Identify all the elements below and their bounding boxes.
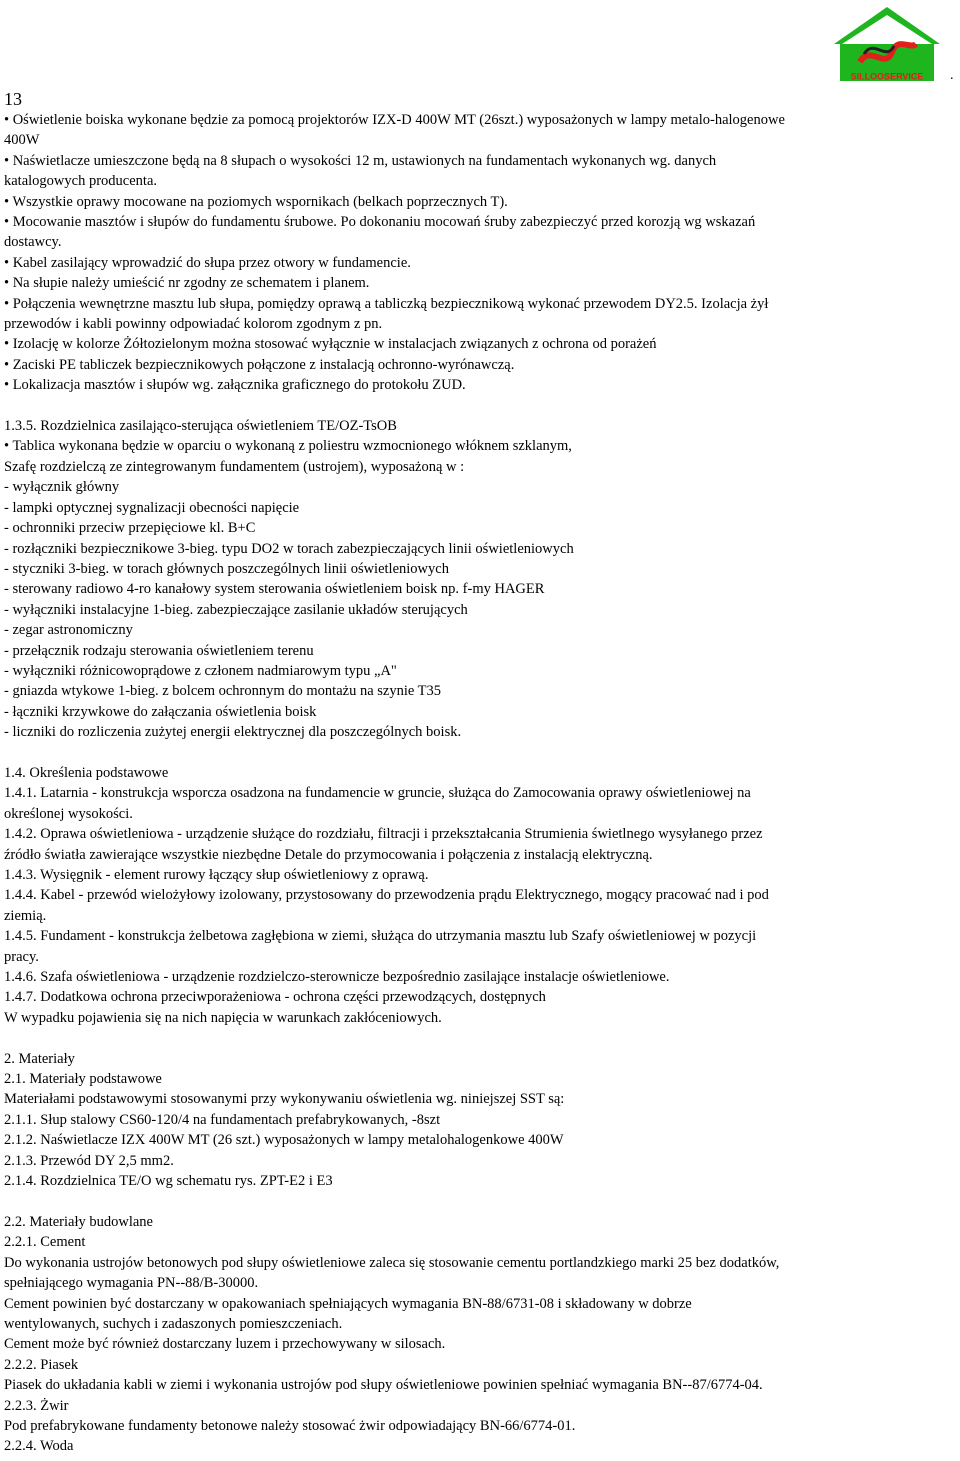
text-line: 1.4.4. Kabel - przewód wielożyłowy izolowany, przystosowany do przewodzenia prądu Elektrycznego, mogący pracować nad i pod [4, 887, 769, 904]
text-line: 2.2.3. Żwir [4, 1397, 69, 1414]
corner-mark: . [950, 68, 954, 83]
text-line: 2.1.2. Naświetlacze IZX 400W MT (26 szt.) wyposażonych w lampy metalohalogenkowe 400W [4, 1132, 564, 1149]
document-body [4, 110, 952, 1457]
text-line: • Na słupie należy umieścić nr zgodny ze schematem i planem. [4, 275, 370, 292]
text-line: 1.4.5. Fundament - konstrukcja żelbetowa zagłębiona w ziemi, służąca do utrzymania masztu lub Szafy oświetleniowej w pozycji [4, 928, 757, 945]
text-line: - wyłączniki instalacyjne 1-bieg. zabezpieczające zasilanie układów sterujących [4, 601, 468, 618]
text-line: wentylowanych, suchych i zadaszonych pomieszczeniach. [4, 1315, 343, 1332]
text-line: • Tablica wykonana będzie w oparciu o wykonaną z poliestru wzmocnionego włóknem szklanym, [4, 438, 572, 455]
page-number: 13 [4, 89, 22, 109]
text-line: 1.4.7. Dodatkowa ochrona przeciwporażeniowa - ochrona części przewodzących, dostępnych [4, 989, 546, 1006]
text-line: - liczniki do rozliczenia zużytej energii elektrycznej dla poszczególnych boisk. [4, 724, 462, 741]
blank-line [4, 743, 952, 763]
text-line: pracy. [4, 948, 39, 965]
text-line: przewodów i kabli powinny odpowiadać kolorom zgodnym z pn. [4, 316, 383, 333]
text-line: 2.2.4. Woda [4, 1438, 74, 1455]
text-line: 1.3.5. Rozdzielnica zasilająco-sterująca oświetleniem TE/OZ-TsOB [4, 418, 397, 435]
logo-text: SILLOOSERVICE [850, 71, 924, 82]
text-line: - łączniki krzywkowe do załączania oświetlenia boisk [4, 703, 317, 720]
text-line: 1.4. Określenia podstawowe [4, 764, 169, 781]
text-line: 2.1.4. Rozdzielnica TE/O wg schematu rys. ZPT-E2 i E3 [4, 1173, 333, 1190]
text-line: Materiałami podstawowymi stosowanymi przy wykonywaniu oświetlenia wg. niniejszej SST są: [4, 1091, 565, 1108]
text-line: • Wszystkie oprawy mocowane na poziomych wspornikach (belkach poprzecznych T). [4, 193, 508, 210]
text-line: W wypadku pojawienia się na nich napięcia w warunkach zakłóceniowych. [4, 1009, 442, 1026]
text-line: - styczniki 3-bieg. w torach głównych poszczególnych linii oświetleniowych [4, 560, 449, 577]
text-line: - lampki optycznej sygnalizacji obecności napięcie [4, 499, 300, 516]
text-line: katalogowych producenta. [4, 173, 158, 190]
text-line: - wyłącznik główny [4, 479, 120, 496]
text-line: 2.1.3. Przewód DY 2,5 mm2. [4, 1152, 174, 1169]
text-line: - sterowany radiowo 4-ro kanałowy system sterowania oświetleniem boisk np. f-my HAGER [4, 581, 545, 598]
company-logo [830, 4, 944, 82]
text-line: • Naświetlacze umieszczone będą na 8 słupach o wysokości 12 m, ustawionych na fundamentach wykonanych wg. danych [4, 152, 717, 169]
text-line: 2. Materiały [4, 1050, 75, 1067]
text-line: 2.1.1. Słup stalowy CS60-120/4 na fundamentach prefabrykowanych, -8szt [4, 1111, 441, 1128]
text-line: Cement może być również dostarczany luzem i przechowywany w silosach. [4, 1336, 446, 1353]
text-line: 2.2. Materiały budowlane [4, 1213, 153, 1230]
text-line: - przełącznik rodzaju sterowania oświetleniem terenu [4, 642, 314, 659]
text-line: Do wykonania ustrojów betonowych pod słupy oświetleniowe zaleca się stosowanie cementu portlandzkiego marki 25 bez dodatków, [4, 1254, 780, 1271]
text-line: 1.4.1. Latarnia - konstrukcja wsporcza osadzona na fundamencie w gruncie, służąca do Zamocowania oprawy oświetleniowej na [4, 785, 751, 802]
text-line: źródło światła zawierające wszystkie niezbędne Detale do przymocowania i połączenia z instalacją elektryczną. [4, 846, 653, 863]
blank-line [4, 1191, 952, 1211]
text-line: • Oświetlenie boiska wykonane będzie za pomocą projektorów IZX-D 400W MT (26szt.) wyposażonych w lampy metalo-halogenowe [4, 112, 785, 128]
text-line: 1.4.6. Szafa oświetleniowa - urządzenie rozdzielczo-sterownicze bezpośrednio zasilające instalacje oświetleniowe. [4, 969, 670, 986]
text-line: 2.2.2. Piasek [4, 1356, 79, 1373]
text-line: • Zaciski PE tabliczek bezpiecznikowych połączone z instalacją ochronno-wyrónawczą. [4, 356, 515, 373]
text-line: • Lokalizacja masztów i słupów wg. załącznika graficznego do protokołu ZUD. [4, 377, 466, 394]
text-line: 2.2.1. Cement [4, 1234, 86, 1251]
text-line: Piasek do układania kabli w ziemi i wykonania ustrojów pod słupy oświetleniowe powinien spełniać wymagania BN--87/6774-04. [4, 1377, 763, 1394]
blank-line [4, 396, 952, 416]
text-line: Pod prefabrykowane fundamenty betonowe należy stosować żwir odpowiadający BN-66/6774-01. [4, 1417, 576, 1434]
text-line: • Połączenia wewnętrzne masztu lub słupa, pomiędzy oprawą a tabliczką bezpiecznikową wykonać przewodem DY2.5. Izolacja żył [4, 295, 769, 312]
text-line: ziemią. [4, 907, 47, 924]
text-line: - wyłączniki różnicowoprądowe z członem nadmiarowym typu „A" [4, 662, 397, 679]
blank-line [4, 1028, 952, 1048]
text-line: określonej wysokości. [4, 805, 133, 822]
text-line: • Mocowanie masztów i słupów do fundamentu śrubowe. Po dokonaniu mocowań śruby zabezpieczyć przed korozją wg wskazań [4, 214, 756, 231]
text-line: - ochronniki przeciw przepięciowe kl. B+C [4, 520, 256, 537]
text-line: 400W [4, 132, 40, 149]
text-line: Szafę rozdzielczą ze zintegrowanym fundamentem (ustrojem), wyposażoną w : [4, 458, 465, 475]
text-line: Cement powinien być dostarczany w opakowaniach spełniających wymagania BN-88/6731-08 i składowany w dobrze [4, 1295, 692, 1312]
text-line: • Izolację w kolorze Żółtozielonym można stosować wyłącznie w instalacjach związanych z ochrona od porażeń [4, 336, 657, 353]
text-line: spełniającego wymagania PN--88/B-30000. [4, 1275, 259, 1292]
text-line: 1.4.3. Wysięgnik - element rurowy łączący słup oświetleniowy z oprawą. [4, 867, 429, 883]
text-line: 1.4.2. Oprawa oświetleniowa - urządzenie służące do rozdziału, filtracji i przekształcania Strumienia świetlnego wysyłanego przez [4, 826, 763, 843]
text-line: - gniazda wtykowe 1-bieg. z bolcem ochronnym do montażu na szynie T35 [4, 683, 442, 700]
text-line: dostawcy. [4, 234, 62, 251]
text-line: 2.1. Materiały podstawowe [4, 1071, 162, 1088]
text-line: - zegar astronomiczny [4, 622, 133, 639]
text-line: - rozłączniki bezpiecznikowe 3-bieg. typu DO2 w torach zabezpieczających linii oświetleniowych [4, 540, 574, 557]
text-line: • Kabel zasilający wprowadzić do słupa przez otwory w fundamencie. [4, 254, 411, 271]
